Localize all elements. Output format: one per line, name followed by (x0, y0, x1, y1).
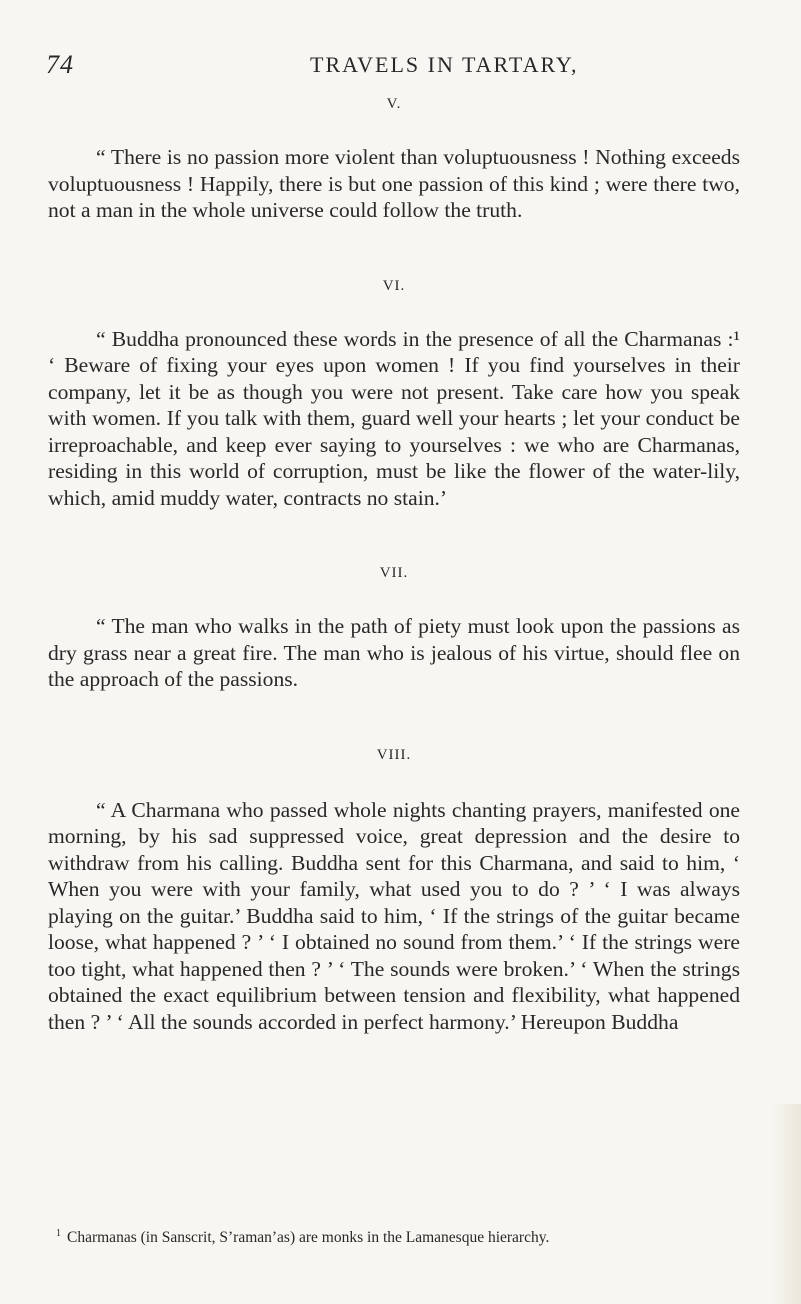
page-edge-discoloration (771, 1104, 801, 1304)
section-number-viii: VIII. (376, 746, 412, 763)
page-header (0, 50, 801, 86)
running-title: TRAVELS IN TARTARY, (310, 52, 579, 77)
body-text (48, 92, 740, 1035)
section-number-v: V. (386, 96, 402, 112)
section-vi-paragraph: “ Buddha pronounced these words in the presence of all the Charmanas :¹ ‘ Beware of fixing your eyes upon women ! If you find yourselves in their company, let it be as though you were not present. Take care how you speak with women. If you talk with them, guard well your hearts ; let your conduct be irreproachable, and keep ever saying to yourselves : we who are Charmanas, residing in this world of corruption, must be like the flower of the water-lily, which, amid muddy water, contracts no stain.’ (48, 326, 740, 510)
footnote-mark: 1 (56, 1228, 61, 1239)
section-viii-paragraph: “ A Charmana who passed whole nights chanting prayers, manifested one morning, by his sad suppressed voice, great depression and the desire to withdraw from his calling. Buddha sent for this Charmana, and said to him, ‘ When you were with your family, what used you to do ? ’ ‘ I was always playing on the guitar.’ Buddha said to him, ‘ If the strings of the guitar became loose, what happened ? ’ ‘ I obtained no sound from them.’ ‘ If the strings were too tight, what happened then ? ’ ‘ The sounds were broken.’ ‘ When the strings obtained the exact equilibrium between tension and flexibility, what happened then ? ’ ‘ All the sounds accorded in perfect harmony.’ Hereupon Buddha (48, 797, 740, 1034)
footnote (56, 1224, 756, 1248)
section-vii-paragraph: “ The man who walks in the path of piety must look upon the passions as dry grass near a great fire. The man who is jealous of his virtue, should flee on the approach of the passions. (48, 614, 740, 691)
section-v-paragraph: “ There is no passion more violent than voluptuousness ! Nothing exceeds voluptuousness ! Happily, there is but one passion of this kind ; were there two, not a man in the whole universe could follow the truth. (48, 145, 740, 222)
page-number: 74 (46, 50, 74, 79)
footnote-text: Charmanas (in Sanscrit, S’raman’as) are monks in the Lamanesque hierarchy. (67, 1229, 550, 1247)
section-number-vi: VI. (382, 277, 406, 294)
section-number-vii: VII. (379, 565, 409, 581)
